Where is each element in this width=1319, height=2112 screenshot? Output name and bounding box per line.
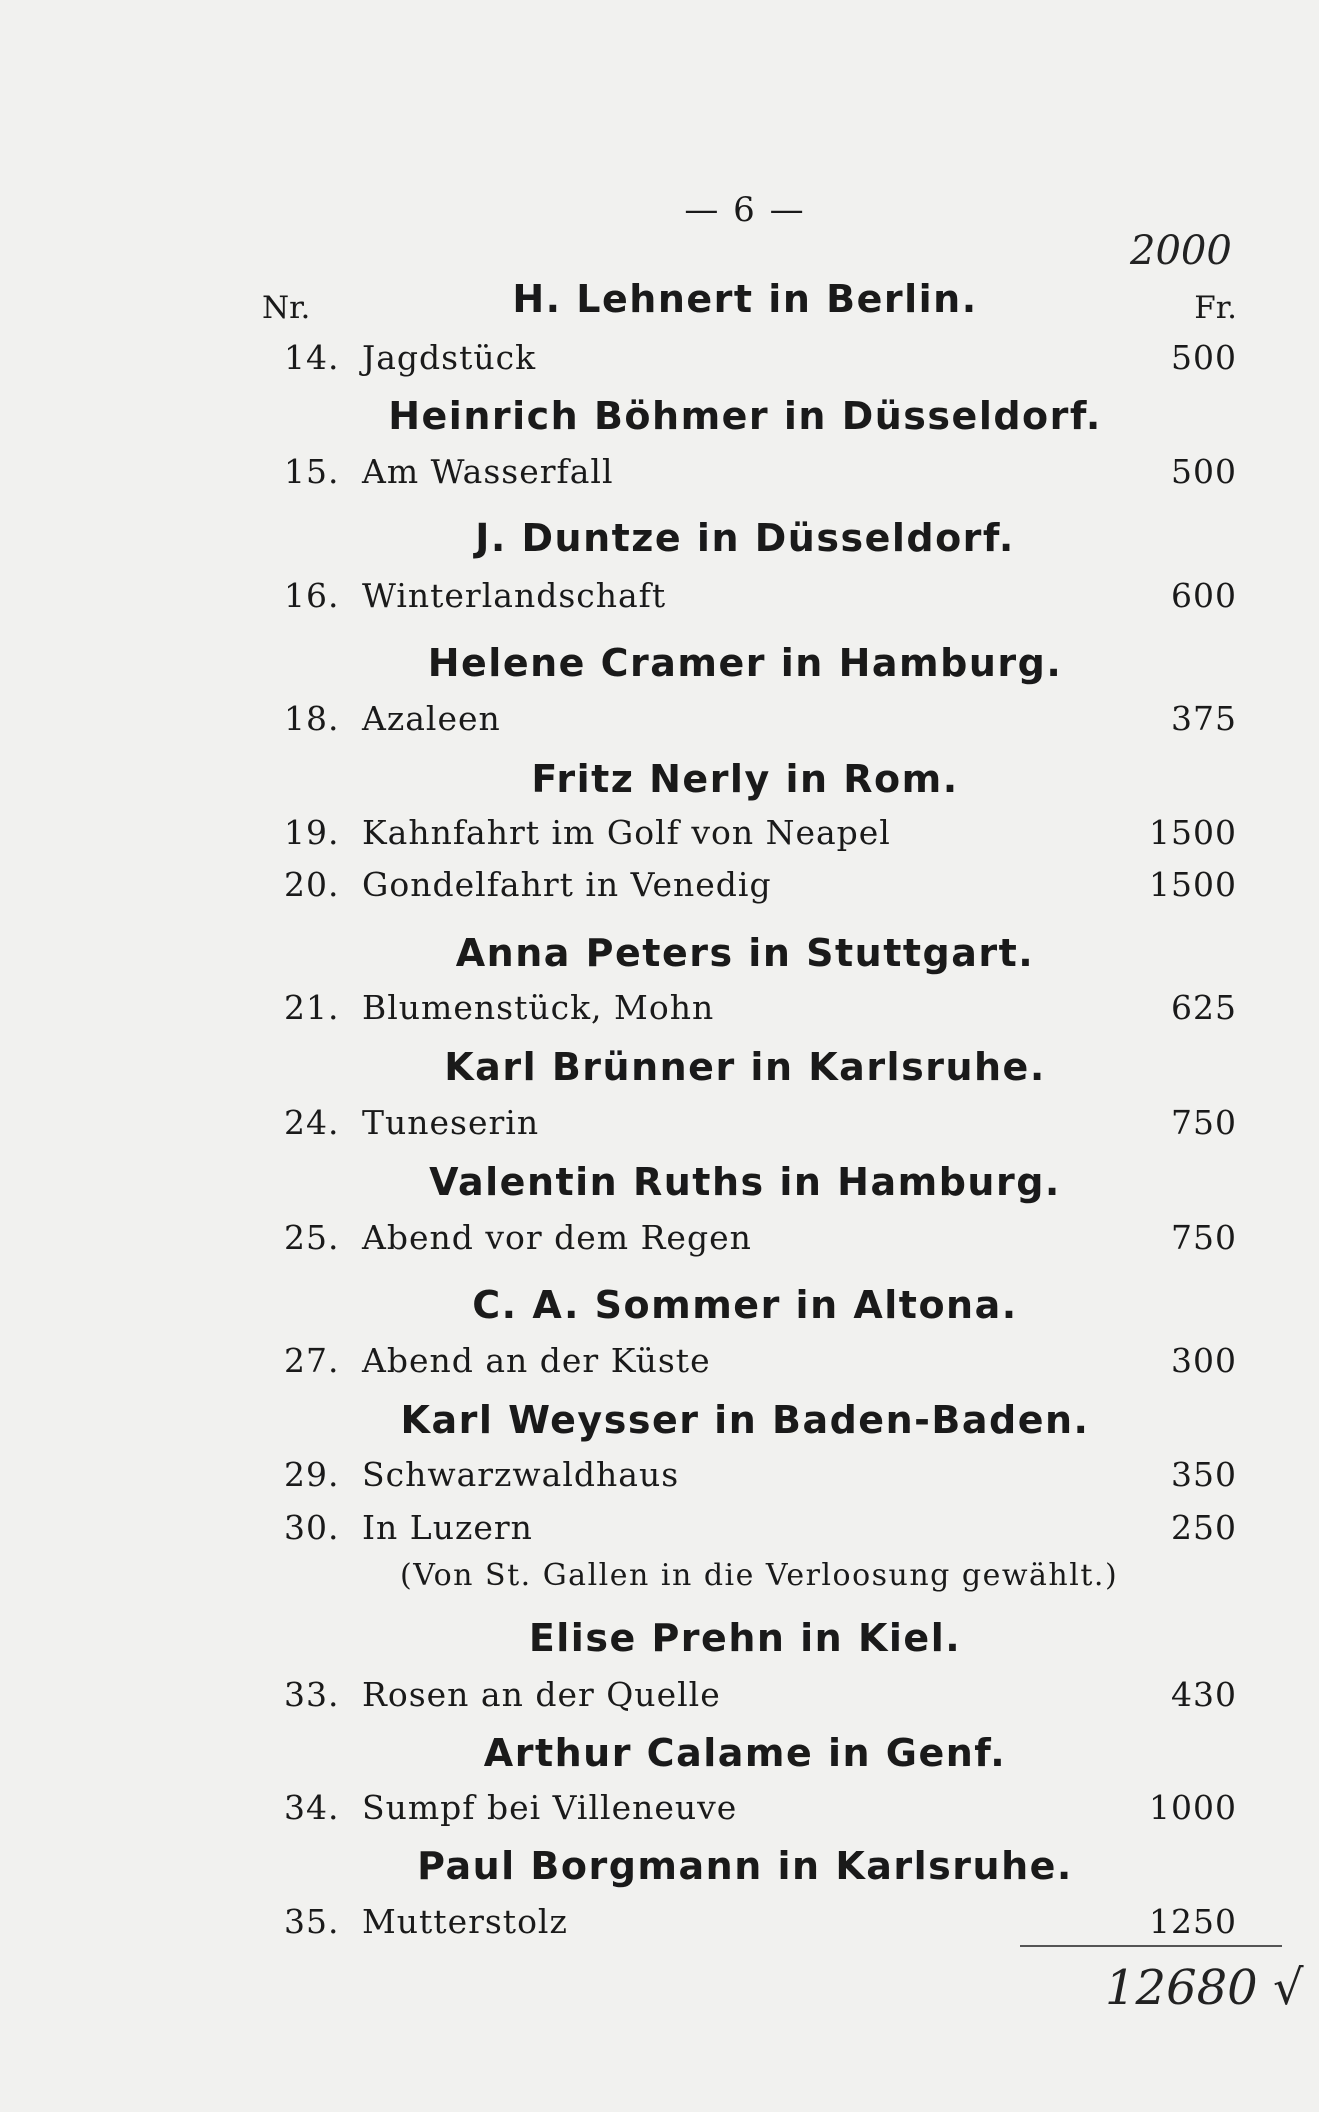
entry-number: 18. bbox=[284, 699, 340, 738]
artist-heading: Heinrich Böhmer in Düsseldorf. bbox=[388, 394, 1102, 438]
entry-number: 29. bbox=[284, 1455, 340, 1494]
entry-number: 20. bbox=[284, 865, 340, 904]
entry-number: 24. bbox=[284, 1103, 340, 1142]
entry-price: 750 bbox=[1171, 1218, 1237, 1257]
entry-price: 1500 bbox=[1149, 865, 1237, 904]
entry-title: Abend vor dem Regen bbox=[362, 1218, 752, 1257]
entry-number: 15. bbox=[284, 452, 340, 491]
entry-title: Azaleen bbox=[362, 699, 501, 738]
fr-column-label: Fr. bbox=[1194, 290, 1237, 326]
artist-heading: Paul Borgmann in Karlsruhe. bbox=[417, 1844, 1073, 1888]
entry-title: Abend an der Küste bbox=[362, 1341, 711, 1380]
artist-heading: Valentin Ruths in Hamburg. bbox=[429, 1160, 1061, 1204]
artist-heading: Karl Weysser in Baden-Baden. bbox=[400, 1398, 1090, 1442]
entry-title: Kahnfahrt im Golf von Neapel bbox=[362, 813, 891, 852]
entry-title: Sumpf bei Villeneuve bbox=[362, 1788, 738, 1827]
entry-title: In Luzern bbox=[362, 1508, 533, 1547]
handwritten-annotation-top: 2000 bbox=[1130, 228, 1232, 274]
entry-title: Blumenstück, Mohn bbox=[362, 988, 715, 1027]
entry-price: 300 bbox=[1171, 1341, 1237, 1380]
artist-heading: Helene Cramer in Hamburg. bbox=[427, 641, 1063, 685]
sum-rule bbox=[1020, 1945, 1282, 1947]
entry-title: Jagdstück bbox=[362, 338, 537, 377]
entry-title: Rosen an der Quelle bbox=[362, 1675, 721, 1714]
entry-number: 34. bbox=[284, 1788, 340, 1827]
entry-number: 14. bbox=[284, 338, 340, 377]
entry-title: Am Wasserfall bbox=[362, 452, 614, 491]
nr-column-label: Nr. bbox=[262, 290, 311, 326]
entry-price: 1000 bbox=[1149, 1788, 1237, 1827]
entry-number: 19. bbox=[284, 813, 340, 852]
artist-heading: Arthur Calame in Genf. bbox=[483, 1731, 1007, 1775]
artist-heading: Fritz Nerly in Rom. bbox=[531, 757, 959, 801]
entry-title: Tuneserin bbox=[362, 1103, 540, 1142]
artist-heading: J. Duntze in Düsseldorf. bbox=[475, 516, 1015, 560]
entry-number: 33. bbox=[284, 1675, 340, 1714]
entry-price: 1250 bbox=[1149, 1902, 1237, 1941]
entry-title: Mutterstolz bbox=[362, 1902, 568, 1941]
entry-price: 375 bbox=[1171, 699, 1237, 738]
entry-price: 500 bbox=[1171, 338, 1237, 377]
entry-number: 27. bbox=[284, 1341, 340, 1380]
entry-price: 625 bbox=[1171, 988, 1237, 1027]
entry-price: 750 bbox=[1171, 1103, 1237, 1142]
artist-heading: H. Lehnert in Berlin. bbox=[512, 277, 978, 321]
artist-heading: Karl Brünner in Karlsruhe. bbox=[444, 1045, 1046, 1089]
entry-title: Winterlandschaft bbox=[362, 576, 667, 615]
entry-title: Gondelfahrt in Venedig bbox=[362, 865, 772, 904]
entry-price: 500 bbox=[1171, 452, 1237, 491]
entry-note: (Von St. Gallen in die Verloosung gewählt.) bbox=[400, 1558, 1119, 1593]
entry-price: 250 bbox=[1171, 1508, 1237, 1547]
artist-heading: C. A. Sommer in Altona. bbox=[472, 1283, 1018, 1327]
entry-number: 25. bbox=[284, 1218, 340, 1257]
entry-title: Schwarzwaldhaus bbox=[362, 1455, 680, 1494]
entry-price: 430 bbox=[1171, 1675, 1237, 1714]
handwritten-annotation-total: 12680 √ bbox=[1105, 1960, 1304, 2016]
entry-number: 35. bbox=[284, 1902, 340, 1941]
page-number: — 6 — bbox=[684, 190, 806, 230]
entry-price: 1500 bbox=[1149, 813, 1237, 852]
entry-number: 21. bbox=[284, 988, 340, 1027]
artist-heading: Anna Peters in Stuttgart. bbox=[455, 931, 1035, 975]
entry-price: 600 bbox=[1171, 576, 1237, 615]
entry-price: 350 bbox=[1171, 1455, 1237, 1494]
artist-heading: Elise Prehn in Kiel. bbox=[528, 1616, 962, 1660]
entry-number: 30. bbox=[284, 1508, 340, 1547]
entry-number: 16. bbox=[284, 576, 340, 615]
